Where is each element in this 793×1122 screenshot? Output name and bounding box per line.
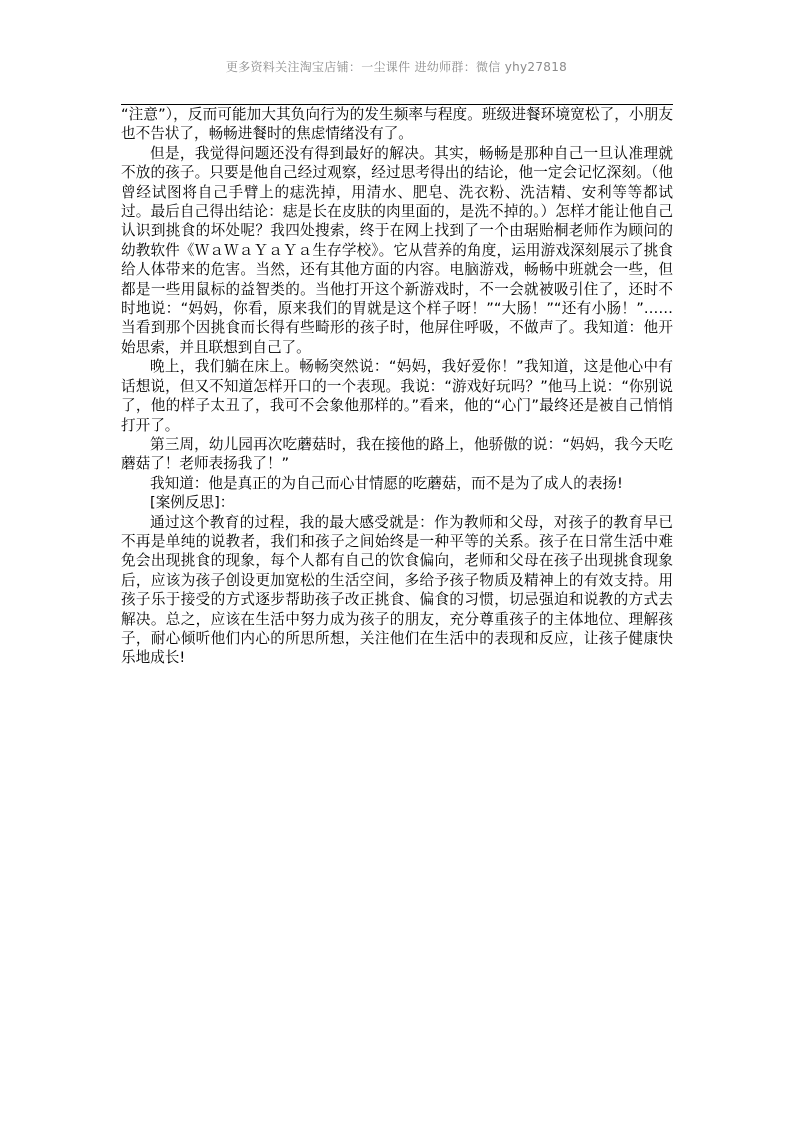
section-heading-reflection: [案例反思]： (150, 494, 235, 512)
paragraph-reflection: 通过这个教育的过程，我的最大感受就是：作为教师和父母，对孩子的教育早已不再是单纯的说教者，我们和孩子之间始终是一种平等的关系。孩子在日常生活中难免会出现挑食的现象，每个人都有自己的饮食偏向，老师和父母在孩子出现挑食现象后，应该为孩子创设更加宽松的生活空间，多给予孩子物质及精神上的有效支持。用孩子乐于接受的方式逐步帮助孩子改正挑食、偏食的习惯，切忌强迫和说教的方式去解决。总之，应该在生活中努力成为孩子的朋友，充分尊重孩子的主体地位、理解孩子，耐心倾听他们内心的所思所想，关注他们在生活中的表现和反应，让孩子健康快乐地成长! (121, 513, 673, 667)
document-body (121, 105, 673, 668)
paragraph-problem-unsolved: 但是，我觉得问题还没有得到最好的解决。其实，畅畅是那种自己一旦认准理就不放的孩子。只要是他自己经过观察，经过思考得出的结论，他一定会记忆深刻。（他曾经试图将自己手臂上的痣洗掉，用清水、肥皂、洗衣粉、洗洁精、安利等等都试过。最后自己得出结论：痣是长在皮肤的肉里面的，是洗不掉的。）怎样才能让他自己认识到挑食的坏处呢？我四处搜索，终于在网上找到了一个由琚贻桐老师作为顾问的幼教软件《ＷａＷａＹａＹａ生存学校》。它从营养的角度，运用游戏深刻展示了挑食给人体带来的危害。当然，还有其他方面的内容。电脑游戏，畅畅中班就会一些，但都是一些用鼠标的益智类的。当他打开这个新游戏时，不一会就被吸引住了，还时不时地说：“妈妈，你看，原来我们的胃就是这个样子呀！”“大肠！”“还有小肠！”……当看到那个因挑食而长得有些畸形的孩子时，他屏住呼吸，不做声了。我知道：他开始思索，并且联想到自己了。 (121, 144, 673, 356)
paragraph-third-week: 第三周，幼儿园再次吃蘑菇时，我在接他的路上，他骄傲的说：“妈妈，我今天吃蘑菇了！老师表扬我了！” (121, 435, 673, 473)
header-promo-note: 更多资料关注淘宝店铺：一尘课件 进幼师群：微信 yhy27818 (225, 60, 568, 74)
paragraph-evening: 晚上，我们躺在床上。畅畅突然说：“妈妈，我好爱你！”我知道，这是他心中有话想说，但又不知道怎样开口的一个表现。我说：“游戏好玩吗？”他马上说：“你别说了，他的样子太丑了，我可不会象他那样的。”看来，他的“心门”最终还是被自己悄悄打开了。 (121, 358, 673, 434)
paragraph-continuation: “注意”），反而可能加大其负向行为的发生频率与程度。班级进餐环境宽松了，小朋友也不告状了，畅畅进餐时的焦虑情绪没有了。 (121, 106, 673, 143)
paragraph-realization: 我知道：他是真正的为自己而心甘情愿的吃蘑菇，而不是为了成人的表扬! (150, 474, 623, 492)
